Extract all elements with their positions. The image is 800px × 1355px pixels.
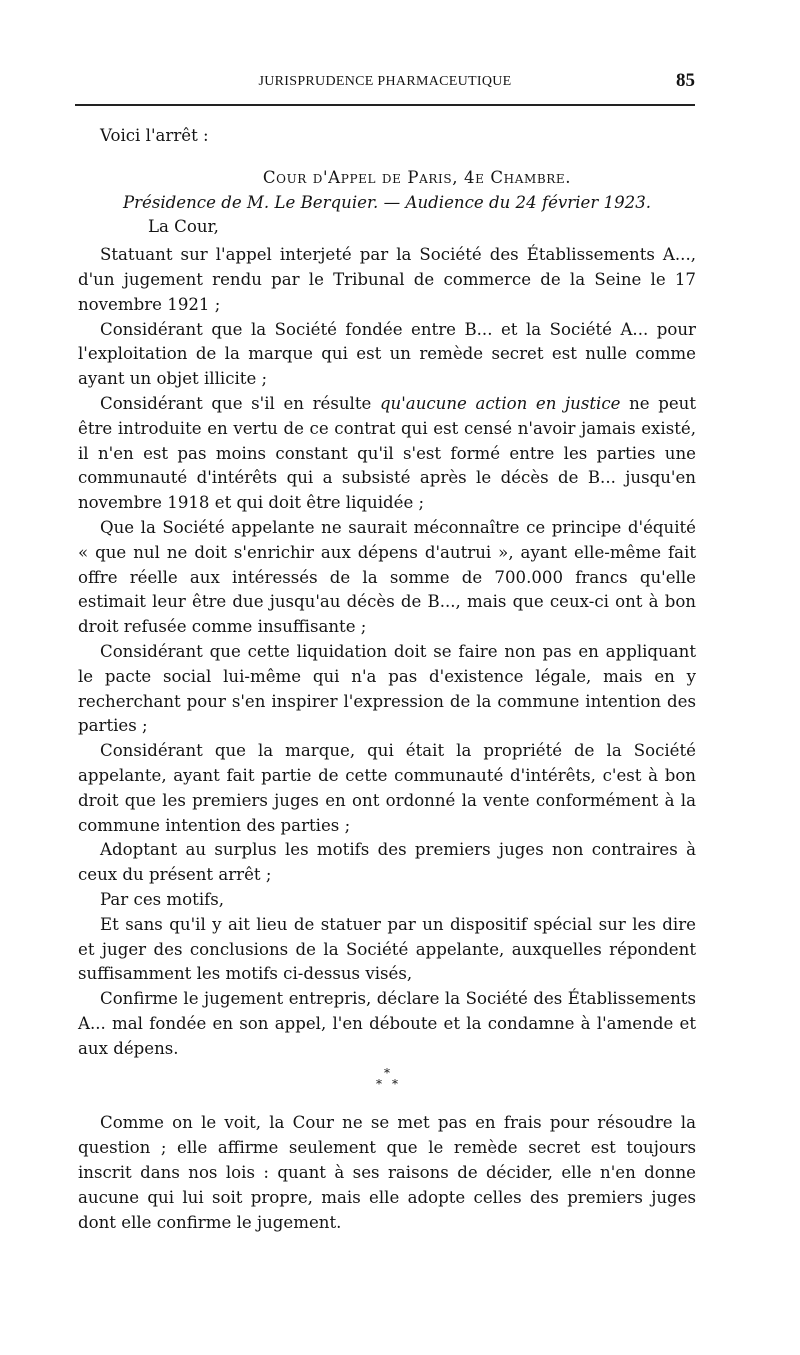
paragraph-considerant-4: Considérant que la marque, qui était la propriété de la Société appelante, ayant fait partie de cette communauté d'intérêts, c'est à bon droit que les premiers juges en ont ordonné la vente conformément à la commune intention des parties ; (78, 741, 696, 835)
paragraph-considerant-3: Considérant que cette liquidation doit se faire non pas en appliquant le pacte social lui-même qui n'a pas d'existence légale, mais en y recherchant pour s'en inspirer l'expression de la commune intention des parties ; (78, 641, 696, 736)
paragraph-confirme: Confirme le jugement entrepris, déclare la Société des Établissements A... mal fondée en son appel, l'en déboute et la condamne à l'amende et aux dépens. (78, 989, 696, 1058)
considerant-2-italic: qu'aucune action en justice (379, 393, 621, 413)
document-body (78, 124, 696, 1235)
page-header (75, 70, 695, 94)
considerant-2-start: Considérant que s'il en résulte (100, 393, 380, 413)
presidence-line: Présidence de M. Le Berquier. — Audience du 24 février 1923. (122, 192, 652, 212)
paragraph-considerant-2 (78, 392, 696, 516)
header-rule (75, 104, 695, 106)
considerant-2-end: ne peut être introduite en vertu de ce contrat qui est censé n'avoir jamais existé, il n'en est pas moins constant qu'il s'est formé entre les parties une communauté d'intérêts qui a subsisté après le décès de B... jusqu'en novembre 1918 et qui doit être liquidée ; (78, 393, 697, 513)
paragraph-que-la-societe: Que la Société appelante ne saurait méconnaître ce principe d'équité « que nul ne doit s'enrichir aux dépens d'autrui », ayant elle-même fait offre réelle aux intéressés de la somme de 700.000 francs qu'elle estimait leur être due jusqu'au décès de B..., mais que ceux-ci ont à bon droit refusée comme insuffisante ; (78, 517, 696, 637)
intro-line: Voici l'arrêt : (100, 126, 209, 145)
la-cour-line: La Cour, (148, 217, 219, 237)
paragraph-adoptant: Adoptant au surplus les motifs des premiers juges non contraires à ceux du présent arrêt ; (78, 840, 696, 885)
paragraph-considerant-1: Considérant que la Société fondée entre B... et la Société A... pour l'exploitation de la marque qui est un remède secret est nulle comme ayant un objet illicite ; (78, 319, 696, 389)
paragraph-statuant: Statuant sur l'appel interjeté par la Société des Établissements A..., d'un jugement rendu par le Tribunal de commerce de la Seine le 17 novembre 1921 ; (78, 245, 696, 314)
paragraph-et-sans: Et sans qu'il y ait lieu de statuer par un dispositif spécial sur les dire et juger des conclusions de la Société appelante, auxquelles répondent suffisamment les motifs ci-dessus visés, (78, 914, 696, 984)
page-number: 85 (676, 70, 695, 91)
paragraph-par-ces-motifs: Par ces motifs, (100, 889, 225, 909)
court-heading: Cour d'Appel de Paris, 4e Chambre. (262, 167, 572, 187)
running-title: JURISPRUDENCE PHARMACEUTIQUE (258, 74, 512, 89)
section-separator-stars: * * * (376, 1066, 398, 1092)
paragraph-comment: Comme on le voit, la Cour ne se met pas en frais pour résoudre la question ; elle affirme seulement que le remède secret est toujours inscrit dans nos lois : quant à ses raisons de décider, elle n'en donne aucune qui lui soit propre, mais elle adopte celles des premiers juges dont elle confirme le jugement. (78, 1113, 696, 1232)
